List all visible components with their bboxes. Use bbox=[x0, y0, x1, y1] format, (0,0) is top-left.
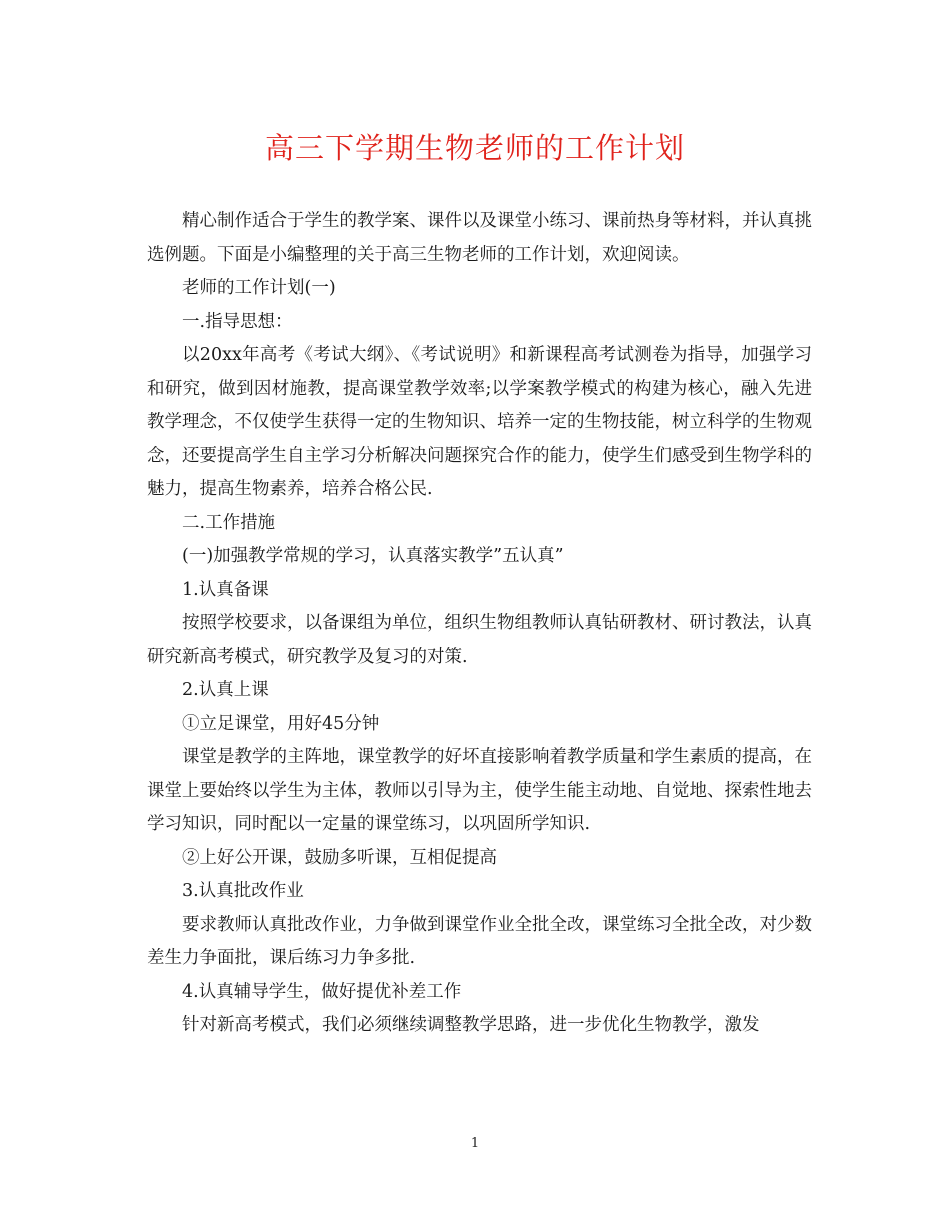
item-heading: ②上好公开课，鼓励多听课，互相促提高 bbox=[182, 847, 497, 868]
section-heading: 老师的工作计划(一) bbox=[182, 278, 336, 298]
subsection-heading: 二.工作措施 bbox=[182, 512, 276, 533]
item-heading: 4.认真辅导学生，做好提优补差工作 bbox=[182, 981, 462, 1002]
body-paragraph: 针对新高考模式，我们必须继续调整教学思路，进一步优化生物教学，激发 bbox=[182, 1015, 760, 1035]
body-paragraph: 课堂是教学的主阵地，课堂教学的好坏直接影响着教学质量和学生素质的提高，在课堂上要始终以学生为主体，教师以引导为主，使学生能主动地、自觉地、探索性地去学习知识，同时配以一定量的课堂练习，以巩固所学知识. bbox=[147, 747, 812, 834]
body-paragraph: 按照学校要求，以备课组为单位，组织生物组教师认真钻研教材、研讨教法，认真研究新高考模式，研究教学及复习的对策. bbox=[147, 613, 812, 667]
body-paragraph: 以20xx年高考《考试大纲》、《考试说明》和新课程高考试测卷为指导，加强学习和研究，做到因材施教，提高课堂教学效率;以学案教学模式的构建为核心，融入先进教学理念，不仅使学生获得一定的生物知识、培养一定的生物技能，树立科学的生物观念，还要提高学生自主学习分析解决问题探究合作的能力，使学生们感受到生物学科的魅力，提高生物素养，培养合格公民. bbox=[147, 345, 812, 499]
item-heading: 3.认真批改作业 bbox=[182, 881, 304, 901]
subsection-heading: (一)加强教学常规的学习，认真落实教学”五认真” bbox=[182, 546, 564, 566]
body-paragraph: 要求教师认真批改作业，力争做到课堂作业全批全改，课堂练习全批全改，对少数差生力争面批，课后练习力争多批. bbox=[147, 914, 812, 968]
item-heading: ①立足课堂，用好45分钟 bbox=[182, 713, 380, 734]
item-heading: 1.认真备课 bbox=[182, 579, 269, 600]
page-number: 1 bbox=[470, 1136, 480, 1151]
intro-paragraph: 精心制作适合于学生的教学案、课件以及课堂小练习、课前热身等材料，并认真挑选例题。下面是小编整理的关于高三生物老师的工作计划，欢迎阅读。 bbox=[147, 211, 812, 265]
document-body bbox=[147, 205, 812, 1043]
subsection-heading: 一.指导思想： bbox=[182, 311, 293, 332]
document-title: 高三下学期生物老师的工作计划 bbox=[264, 131, 685, 165]
item-heading: 2.认真上课 bbox=[182, 680, 269, 700]
